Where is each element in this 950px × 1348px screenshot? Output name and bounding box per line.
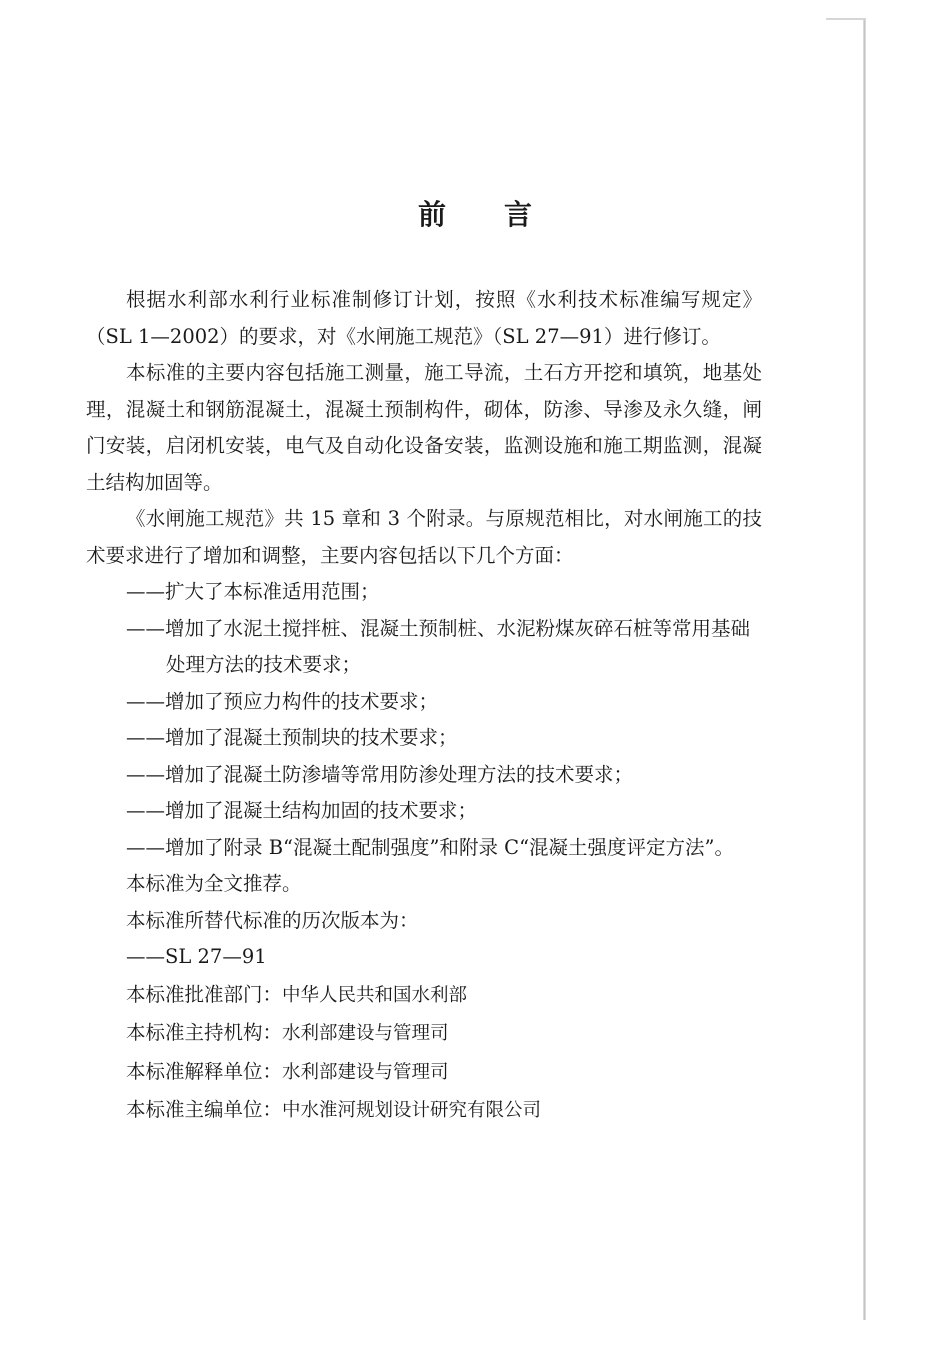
replaced-version-item: ——SL 27—91 (126, 945, 267, 968)
list-item: ——增加了水泥土搅拌桩、混凝土预制桩、水泥粉煤灰碎石桩等常用基础处理方法的技术要求； (126, 616, 751, 676)
info-interpretation-unit (86, 1053, 762, 1092)
info-value: 中华人民共和国水利部 (282, 984, 468, 1006)
info-chief-editor-unit (86, 1091, 762, 1130)
info-label: 本标准批准部门： (126, 982, 283, 1006)
info-label: 本标准主编单位： (126, 1098, 283, 1121)
list-item: ——增加了预应力构件的技术要求； (126, 689, 439, 713)
paragraph-revision-basis: 根据水利部水利行业标准制修订计划，按照《水利技术标准编写规定》（SL 1—2002）的要求，对《水闸施工规范》（SL 27—91）进行修订。 (86, 288, 762, 348)
info-value: 中水淮河规划设计研究有限公司 (282, 1100, 542, 1121)
info-label: 本标准主持机构： (126, 1021, 283, 1044)
list-item: ——增加了混凝土防渗墙等常用防渗处理方法的技术要求； (126, 762, 634, 786)
recommendation-text: 本标准为全文推荐。 (126, 872, 302, 895)
page-title-char-2: 言 (504, 198, 533, 231)
list-item: ——扩大了本标准适用范围； (126, 580, 380, 603)
list-item: ——增加了混凝土结构加固的技术要求； (126, 799, 478, 822)
info-host-organization (86, 1014, 762, 1053)
list-item: ——增加了混凝土预制块的技术要求； (126, 726, 458, 749)
preface-body (86, 282, 762, 1130)
page-edge-top (826, 18, 866, 20)
replaced-versions-intro: 本标准所替代标准的历次版本为： (126, 908, 419, 932)
info-value: 水利部建设与管理司 (282, 1023, 449, 1044)
paragraph-structure: 《水闸施工规范》共 15 章和 3 个附录。与原规范相比，对水闸施工的技术要求进行了增加和调整，主要内容包括以下几个方面： (86, 507, 762, 567)
page-title (0, 193, 950, 233)
paragraph-main-content: 本标准的主要内容包括施工测量，施工导流，土石方开挖和填筑，地基处理，混凝土和钢筋混凝土，混凝土预制构件，砌体，防渗、导渗及永久缝，闸门安装，启闭机安装，电气及自动化设备安装，监测设施和施工期监测，混凝土结构加固等。 (86, 361, 762, 494)
list-item: ——增加了附录 B“混凝土配制强度”和附录 C“混凝土强度评定方法”。 (126, 835, 735, 859)
info-approval-department (86, 976, 762, 1015)
page-title-char-1: 前 (417, 198, 446, 231)
info-value: 水利部建设与管理司 (282, 1061, 449, 1083)
info-label: 本标准解释单位： (126, 1059, 283, 1083)
